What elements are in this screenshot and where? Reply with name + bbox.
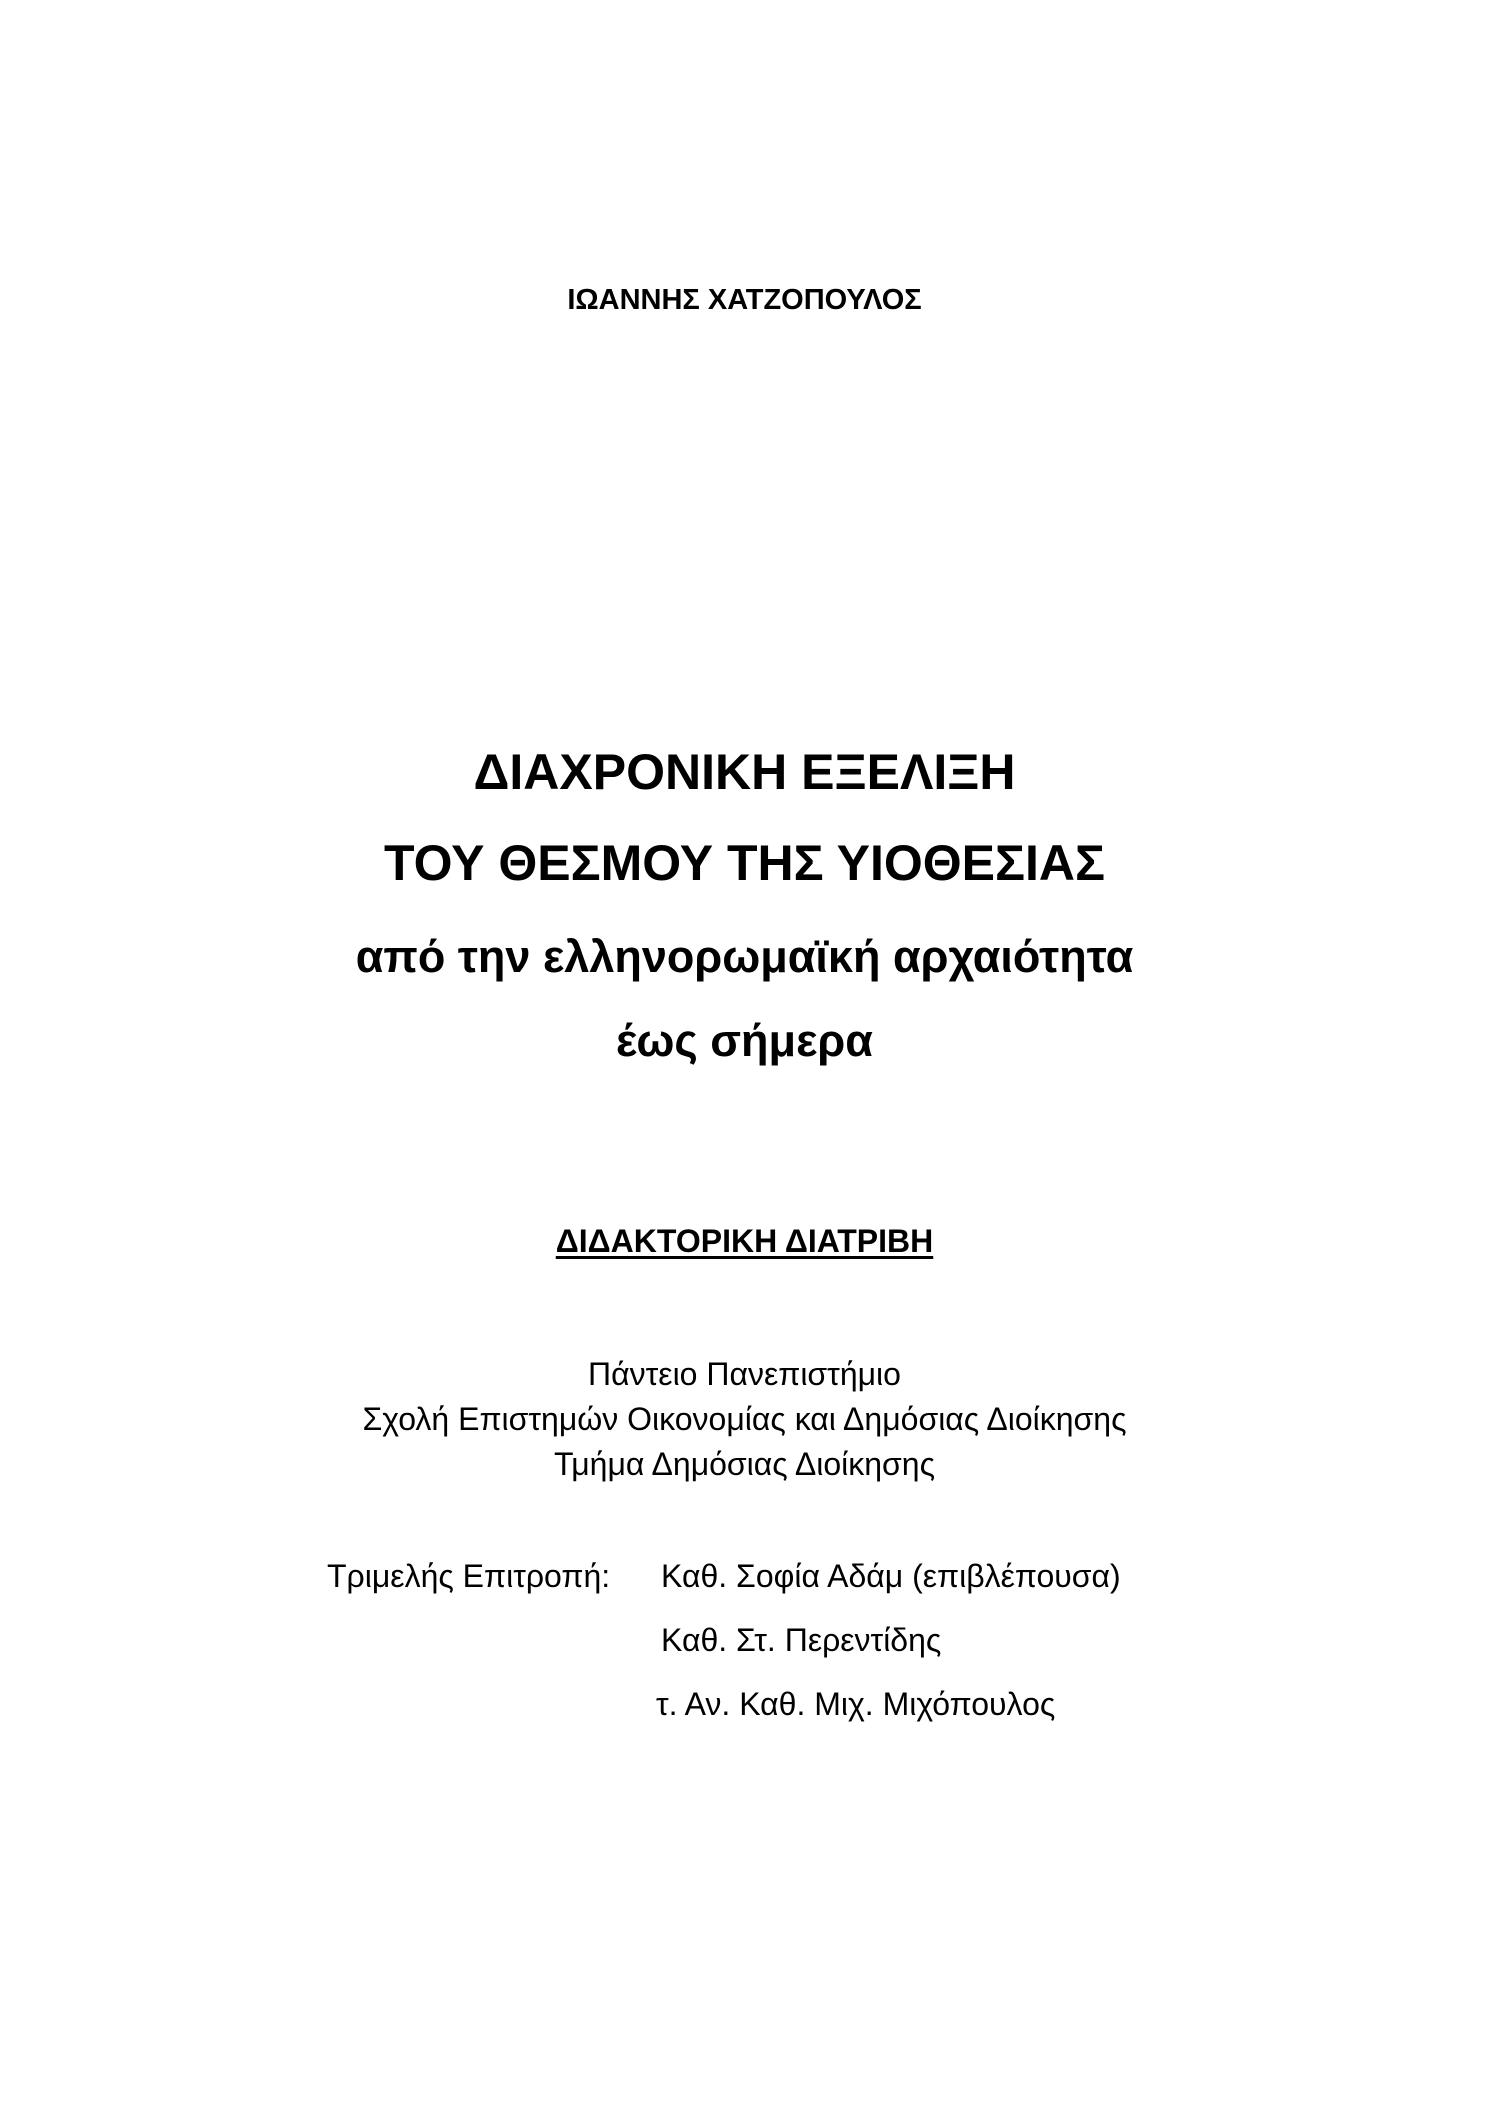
department-name: Τμήμα Δημόσιας Διοίκησης <box>554 1446 935 1482</box>
subtitle-line-1: από την ελληνορωμαϊκή αρχαιότητα <box>355 931 1134 982</box>
committee-member: Καθ. Στ. Περεντίδης <box>661 1622 942 1658</box>
author-name: ΙΩΑΝΝΗΣ ΧΑΤΖΟΠΟΥΛΟΣ <box>567 284 922 316</box>
subtitle-line-2: έως σήμερα <box>616 1015 873 1066</box>
university-name: Πάντειο Πανεπιστήμιο <box>588 1356 901 1392</box>
title-line-1: ΔΙΑΧΡΟΝΙΚΗ ΕΞΕΛΙΞΗ <box>473 744 1016 800</box>
committee-member: τ. Αν. Καθ. Μιχ. Μιχόπουλος <box>656 1686 1056 1722</box>
thesis-type: ΔΙΔΑΚΤΟΡΙΚΗ ΔΙΑΤΡΙΒΗ <box>555 1223 934 1259</box>
committee-member: Καθ. Σοφία Αδάμ (επιβλέπουσα) <box>661 1558 1121 1594</box>
title-line-2: ΤΟΥ ΘΕΣΜΟΥ ΤΗΣ ΥΙΟΘΕΣΙΑΣ <box>383 835 1106 891</box>
school-name: Σχολή Επιστημών Οικονομίας και Δημόσιας Διοίκησης <box>362 1401 1127 1437</box>
committee-label: Τριμελής Επιτροπή: <box>327 1558 611 1594</box>
